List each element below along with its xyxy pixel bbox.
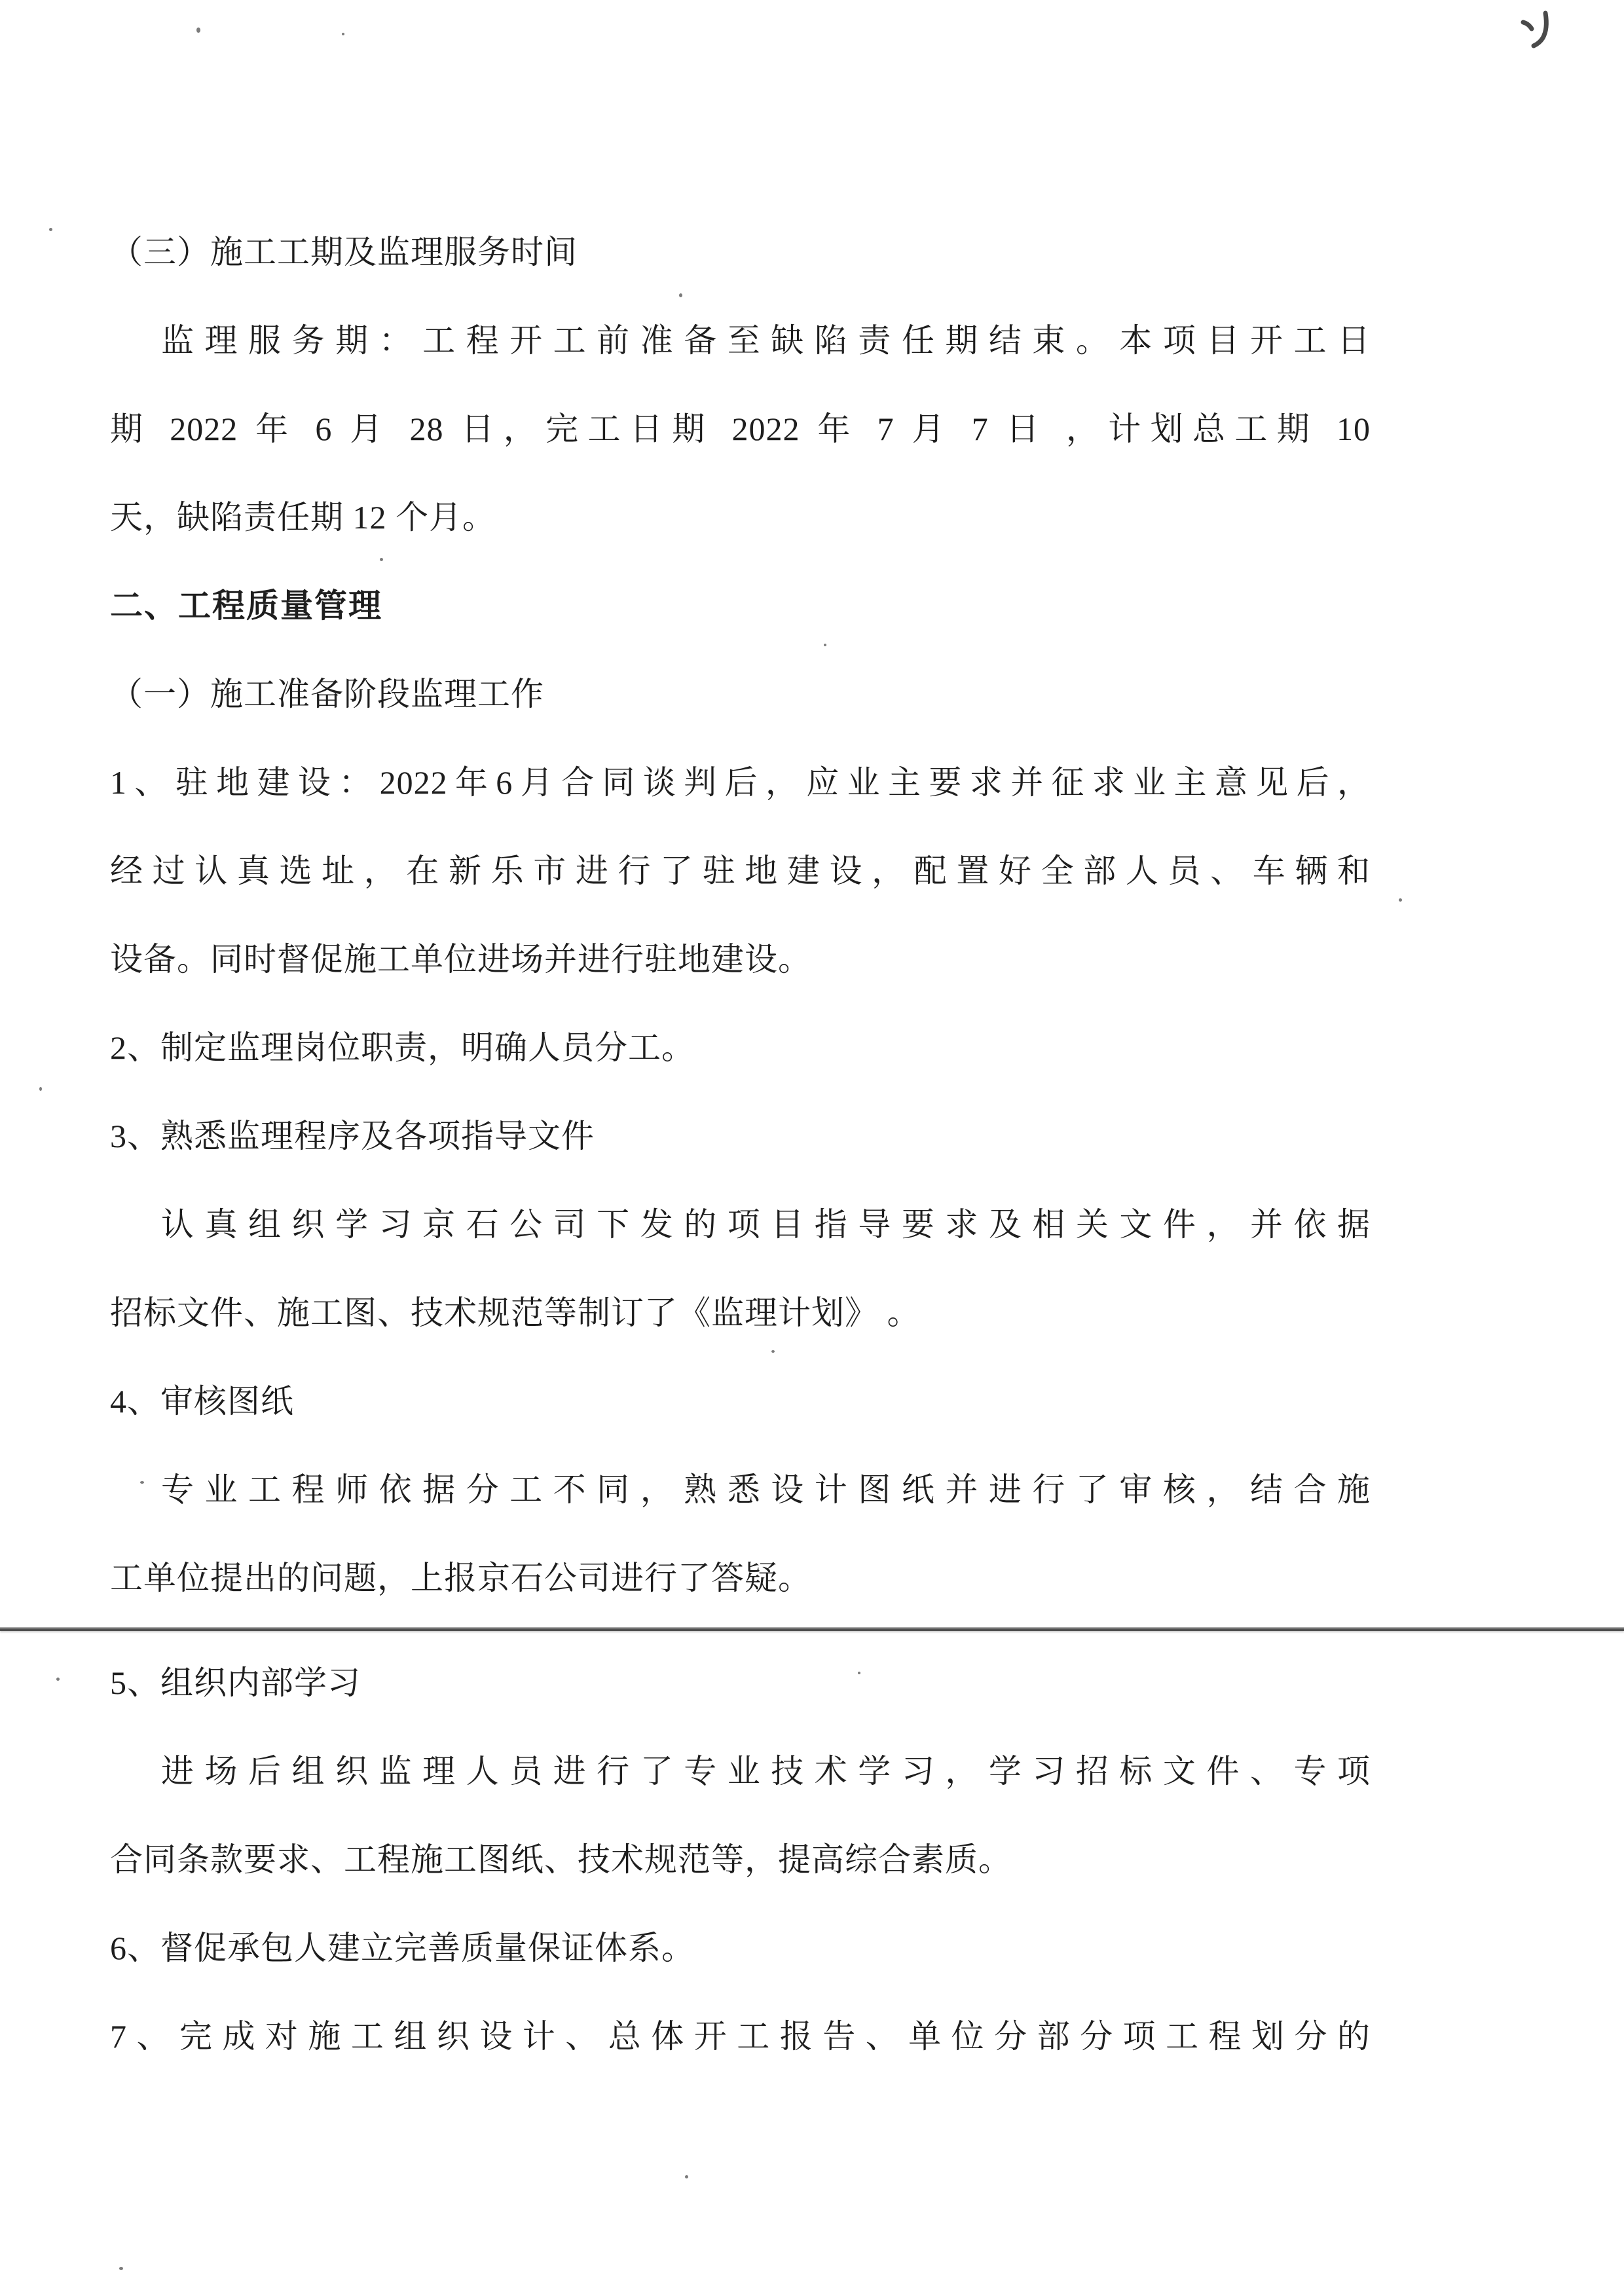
text-line: 4、审核图纸 xyxy=(110,1383,294,1420)
text-line: 期 2022 年 6 月 28 日，完工日期 2022 年 7 月 7 日 ，计划总工期 10 xyxy=(110,411,1371,447)
scan-fold-line xyxy=(0,1623,1624,1639)
scan-speck xyxy=(56,1678,60,1681)
scan-speck xyxy=(858,1672,860,1674)
scan-speck xyxy=(119,2267,123,2270)
text-line: 工单位提出的问题，上报京石公司进行了答疑。 xyxy=(110,1560,811,1596)
scan-speck xyxy=(685,2175,688,2178)
text-line: 7、完成对施工组织设计、总体开工报告、单位分部分项工程划分的 xyxy=(110,2018,1371,2055)
text-line: 5、组织内部学习 xyxy=(110,1664,361,1701)
text-line: 招标文件、施工图、技术规范等制订了《监理计划》 。 xyxy=(110,1294,921,1331)
text-line: 6、督促承包人建立完善质量保证体系。 xyxy=(110,1930,695,1966)
scan-fold-line-stroke xyxy=(0,1627,1624,1631)
text-line: 经过认真选址，在新乐市进行了驻地建设，配置好全部人员、车辆和 xyxy=(110,853,1371,889)
text-line: 3、熟悉监理程序及各项指导文件 xyxy=(110,1118,595,1154)
scan-speck xyxy=(196,28,200,33)
text-line: 进场后组织监理人员进行了专业技术学习，学习招标文件、专项 xyxy=(161,1753,1371,1790)
text-line: 设备。同时督促施工单位进场并进行驻地建设。 xyxy=(110,941,811,978)
text-line: 1、驻地建设：2022年6月合同谈判后，应业主要求并征求业主意见后， xyxy=(110,764,1371,801)
scan-speck xyxy=(679,293,682,297)
document-text-block xyxy=(110,208,1371,2081)
scan-speck xyxy=(1399,898,1402,902)
text-line: 天，缺陷责任期 12 个月。 xyxy=(110,499,496,536)
scan-speck xyxy=(342,33,344,35)
text-line: 合同条款要求、工程施工图纸、技术规范等，提高综合素质。 xyxy=(110,1841,1012,1878)
text-line: 专业工程师依据分工不同，熟悉设计图纸并进行了审核，结合施 xyxy=(161,1471,1371,1508)
handwritten-check-icon xyxy=(1517,8,1556,55)
scan-speck xyxy=(49,228,52,231)
scan-speck xyxy=(380,558,383,561)
scan-speck xyxy=(140,1481,144,1484)
text-line: （一）施工准备阶段监理工作 xyxy=(110,676,544,712)
scan-speck xyxy=(39,1087,42,1091)
text-line: （三）施工工期及监理服务时间 xyxy=(110,234,578,270)
scan-speck xyxy=(824,644,826,646)
text-line: 2、制定监理岗位职责，明确人员分工。 xyxy=(110,1029,695,1066)
section-heading: 二、工程质量管理 xyxy=(110,587,382,624)
text-line: 认真组织学习京石公司下发的项目指导要求及相关文件，并依据 xyxy=(161,1206,1371,1243)
scan-speck xyxy=(771,1350,775,1353)
text-line: 监理服务期：工程开工前准备至缺陷责任期结束。本项目开工日 xyxy=(161,322,1371,359)
